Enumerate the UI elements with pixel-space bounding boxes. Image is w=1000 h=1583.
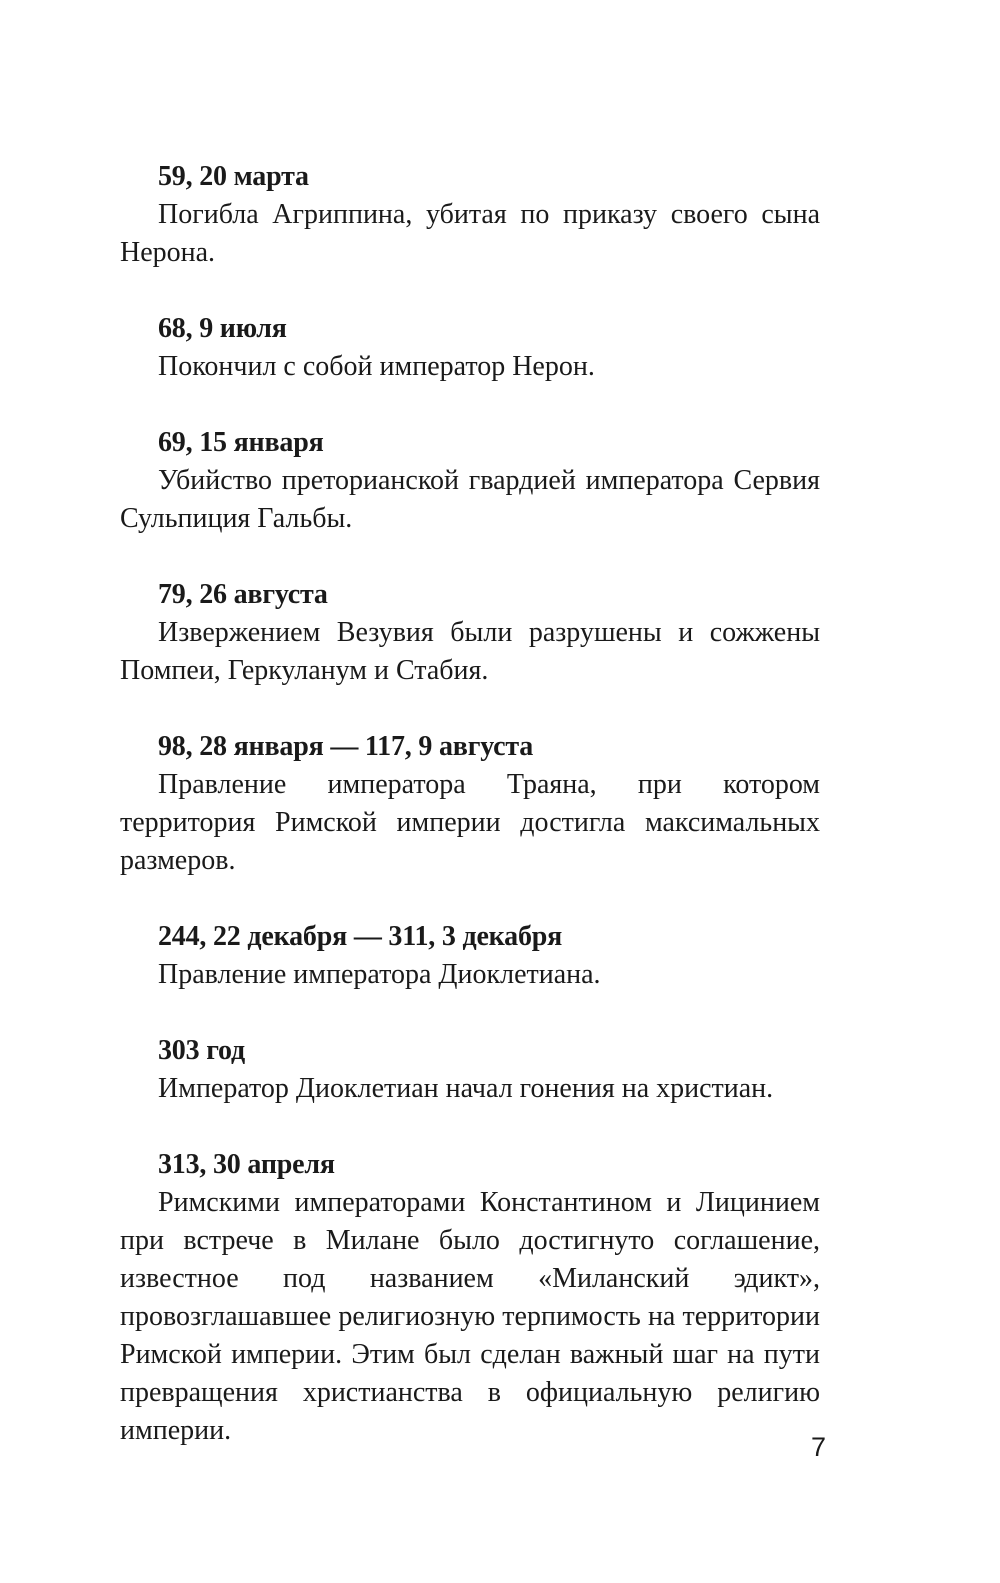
page-number: 7 bbox=[810, 1432, 826, 1462]
entry-text: Император Диоклетиан начал гонения на христиан. bbox=[158, 1073, 774, 1104]
entry-date: 244, 22 декабря — 311, 3 декабря bbox=[158, 921, 563, 952]
entry-date: 59, 20 марта bbox=[158, 161, 309, 192]
entry-text: Погибла Агриппина, убитая по приказу своего сына Нерона. bbox=[120, 199, 820, 268]
chronology-entry bbox=[120, 310, 820, 386]
chronology-entry bbox=[120, 728, 820, 880]
chronology-entry bbox=[120, 918, 820, 994]
chronology-entry bbox=[120, 424, 820, 538]
entry-text: Правление императора Траяна, при котором территория Римской империи достигла максимальных размеров. bbox=[120, 769, 820, 876]
chronology-entry bbox=[120, 158, 820, 272]
entry-date: 68, 9 июля bbox=[158, 313, 287, 344]
entry-text: Римскими императорами Константином и Лицинием при встрече в Милане было достигнуто соглашение, известное под названием «Миланский эдикт», провозглашавшее религиозную терпимость на территории Римской империи. Этим был сделан важный шаг на пути превращения христианства в официальную религию империи. bbox=[120, 1187, 820, 1446]
entry-date: 69, 15 января bbox=[158, 427, 324, 458]
entry-text: Правление императора Диоклетиана. bbox=[158, 959, 601, 990]
entry-text: Извержением Везувия были разрушены и сожжены Помпеи, Геркуланум и Стабия. bbox=[120, 617, 820, 686]
chronology-entry bbox=[120, 576, 820, 690]
entry-text: Покончил с собой император Нерон. bbox=[158, 351, 595, 382]
entry-date: 303 год bbox=[158, 1035, 245, 1066]
entry-date: 79, 26 августа bbox=[158, 579, 328, 610]
chronology-entry bbox=[120, 1146, 820, 1450]
chronology-page bbox=[120, 158, 820, 1488]
entry-date: 98, 28 января — 117, 9 августа bbox=[158, 731, 534, 762]
chronology-entry bbox=[120, 1032, 820, 1108]
entry-text: Убийство преторианской гвардией императора Сервия Сульпиция Гальбы. bbox=[120, 465, 820, 534]
entry-date: 313, 30 апреля bbox=[158, 1149, 335, 1180]
